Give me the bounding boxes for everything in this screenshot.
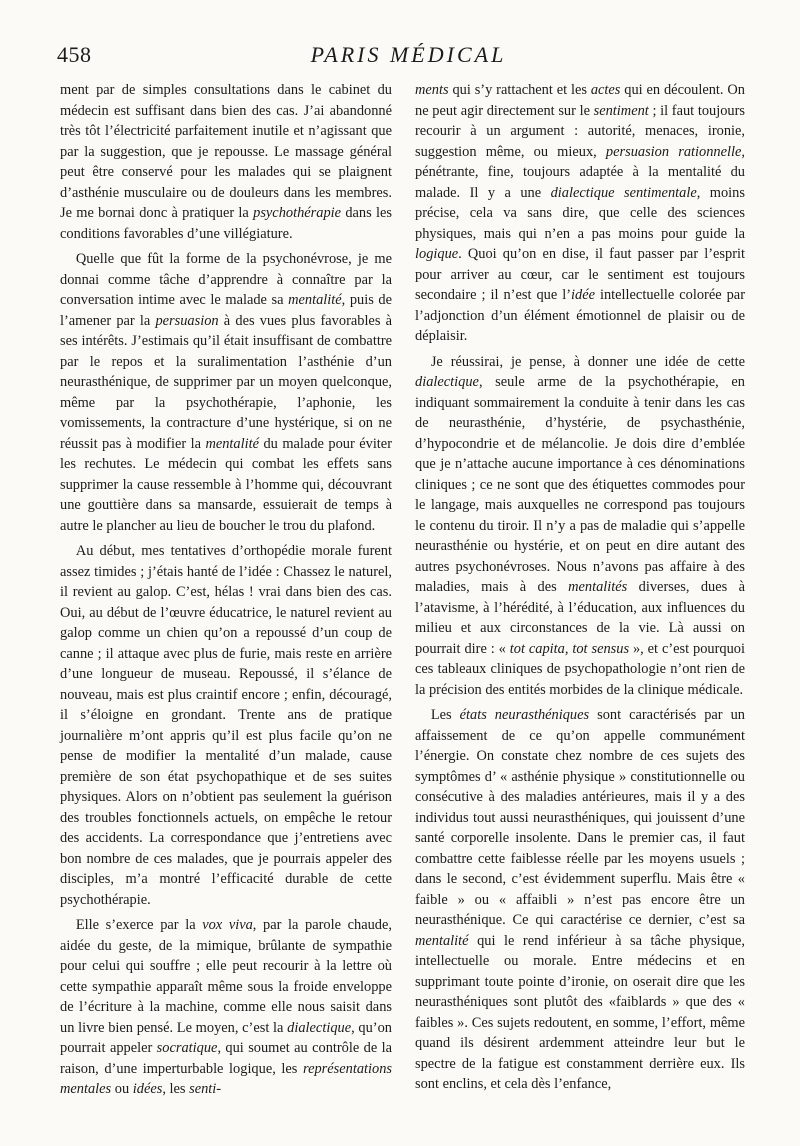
text-run: Quelle que fût la forme de la psychonévrose, je me donnai comme tâche d’apprendre à connaître par la conversation intime avec le malade sa [60, 251, 392, 308]
text-run: , les [162, 1081, 190, 1097]
italic-text: mentalités [568, 579, 628, 595]
paragraph [60, 915, 392, 1100]
text-run: , pénétrante, fine, toujours adaptée à la mentalité du malade. Il y a une [415, 143, 745, 201]
text-run: , seule arme de la psychothérapie, en indiquant sommairement la conduite à tenir dans les cas de neurasthénie, d’hystérie, de psychasthénie, d’hypocondrie et de mélancolie. Je dois dire d’emblée que je n’attache aucune importance à ces dénominations cliniques ; ce ne sont que des étiquettes commodes pour le langage, mais auxquelles ne correspond pas toujours le contenu du tiroir. Il n’y a pas de maladie qui s’appelle neurasthénie ou hystérie, et on peut en dire autant des autres psychonévroses. Nous n’avons pas affaire à des maladies, mais à des [415, 374, 745, 595]
text-run: », et c’est pourquoi ces tableaux cliniques de psychopathologie n’ont rien de la précision des entités morbides de la clinique médicale. [415, 640, 745, 698]
italic-text: dialectique [287, 1019, 352, 1036]
italic-text: représentations mentales [60, 1060, 392, 1097]
text-run: qui s’y rattachent et les [448, 82, 591, 98]
italic-text: mentalité [288, 292, 342, 308]
paragraph [60, 541, 392, 910]
text-run: Elle s’exerce par la [75, 917, 203, 933]
text-run: ou [111, 1081, 133, 1097]
text-run: diverses, dues à l’atavisme, à l’hérédité, à l’éducation, aux influences du milieu et aux circonstances de la vie. Là aussi on pourrait dire : « [415, 579, 745, 657]
italic-text: sentiment [593, 102, 649, 119]
italic-text: socratique [156, 1040, 218, 1056]
paragraph [60, 80, 392, 244]
text-run: du malade pour éviter les rechutes. Le médecin qui combat les effets sans supprimer la cause ressemble à l’homme qui, découvrant une gouttière dans sa mansarde, essuierait de temps à autre le plancher au lieu de boucher le trou du plafond. [60, 435, 392, 534]
left-column [60, 80, 392, 1100]
italic-text: dialectique sentimentale [550, 184, 697, 201]
italic-text: mentalité [205, 435, 260, 452]
italic-text: actes [590, 82, 621, 98]
italic-text: dialectique [415, 374, 479, 390]
page-number: 458 [57, 42, 92, 67]
text-run: , par la parole chaude, aidée du geste, de la mimique, brûlante de sympathie pour celui qui souffre ; elle peut recourir à la lettre où cette sympathie apparaît même sous la froide enveloppe de l’écriture à la machine, comme elle nous saisit dans un livre bien pensé. Le moyen, c’est la [60, 917, 392, 1036]
journal-title: PARIS MÉDICAL [310, 42, 507, 67]
paragraph [415, 80, 745, 347]
text-run: , qui soumet au contrôle de la raison, d’une imperturbable logique, les [60, 1040, 393, 1077]
text-run: qui le rend inférieur à sa tâche physique, intellectuelle ou morale. Entre médecins et en supprimant toute pointe d’ironie, on oserait dire que les neurasthéniques sont plutôt des «faiblards » que des « faibles ». Ces sujets redoutent, en somme, l’effort, même quand ils désirent ardemment atteindre leur but le spectre de la fatigue est constamment derrière eux. Ils sont enclins, et cela dès l’enfance, [415, 932, 745, 1092]
text-run: sont caractérisés par un affaissement de ce qu’on appelle communément l’énergie. On constate chez nombre de ces sujets des symptômes d’ « asthénie physique » constitutionnelle ou consécutive à des maladies antérieures, mais il y a des individus tout aussi neurasthéniques, qui jouissent d’une santé corporelle insolente. Dans le premier cas, il faut combattre cette faiblesse réelle par les moyens usuels ; dans le second, c’est évidemment superflu. Mais être « faible » ou « affaibli » n’est pas encore être un neurasthénique. Ce qui caractérise ce dernier, c’est sa [415, 707, 745, 928]
text-run: Au début, mes tentatives d’orthopédie morale furent assez timides ; j’étais hanté de l’idée : Chassez le naturel, il revient au galop. C’est, hélas ! vrai dans bien des cas. Oui, au début de l’œuvre éducatrice, le naturel revient au galop comme un chien qu’on a repoussé d’un coup de canne ; il attaque avec plus de furie, mais reste en arrière d’une longueur de museau. Repoussé, il s’élance de nouveau, mais est plus craintif encore ; enfin, découragé, il s’éloigne en grondant. Trente ans de pratique journalière m’ont appris qu’il est plus facile qu’on ne pense de modifier la mentalité d’un malade, cause première de son état psychopathique et de ses suites physiques. Alors on n’obtient pas seulement la guérison des troubles fonctionnels actuels, on empêche le retour des accidents. La correspondance que j’entretiens avec bon nombre de ces malades, que je pourrais appeler des disciples, m’a montré l’efficacité durable de cette psychothérapie. [60, 543, 392, 908]
text-run: Les [430, 707, 460, 723]
right-column [415, 80, 745, 1095]
italic-text: logique [415, 246, 459, 262]
page-header [57, 38, 760, 78]
text-run: qui en découlent. On ne peut agir directement sur le [415, 82, 745, 119]
italic-text: mentalité [415, 932, 469, 949]
text-run: Je réussirai, je pense, à donner une idée de cette [430, 353, 745, 370]
italic-text: tot capita, tot sensus [509, 640, 630, 657]
text-run: dans les conditions favorables d’une villégiature. [60, 205, 393, 242]
paragraph [415, 705, 745, 1095]
italic-text: vox viva [202, 917, 253, 933]
text-run: ment par de simples consultations dans le cabinet du médecin est suffisant dans bien des cas. J’ai abandonné très tôt l’électricité parfaitement inutile et n’agissant que par la suggestion, que je repousse. Le massage général peut être conservé pour les malades qui se plaignent d’asthénie musculaire ou de douleurs dans les membres. Je me bornai donc à pratiquer la [60, 82, 392, 221]
text-run: intellectuelle colorée par l’adjonction d’un élément émotionnel de plaisir ou de déplaisir. [415, 287, 745, 344]
text-run: ; il faut toujours recourir à un argument : autorité, menaces, ironie, suggestion même, ou mieux, [415, 102, 745, 160]
text-run: , puis de l’amener par la [60, 292, 392, 329]
italic-text: idées [132, 1081, 163, 1097]
italic-text: états neurasthéniques [459, 707, 590, 723]
text-run: à des vues plus favorables à ses intérêts. J’estimais qu’il était insuffisant de combattre par le repos et la suralimentation l’asthénie d’un neurasthénique, de supprimer par un moyen quelconque, même par la psychothérapie, l’aphonie, les vomissements, la contracture d’une hystérique, si on ne réussit pas à modifier la [60, 312, 392, 452]
italic-text: persuasion rationnelle [605, 143, 742, 160]
italic-text: idée [571, 287, 595, 303]
text-run: , moins précise, cela va sans dire, que celle des sciences physiques, mais qui n’en a pas moins pour guide la [415, 184, 745, 242]
italic-text: senti- [189, 1081, 222, 1097]
italic-text: persuasion [155, 312, 219, 329]
paragraph [415, 352, 745, 701]
text-run: . Quoi qu’on en dise, il faut passer par l’esprit pour arriver au cœur, car le sentiment est toujours secondaire ; il n’est que l’ [415, 246, 745, 303]
paragraph [60, 249, 392, 536]
italic-text: ments [415, 82, 449, 98]
text-run: , qu’on pourrait appeler [60, 1019, 392, 1056]
italic-text: psychothérapie [253, 205, 342, 221]
